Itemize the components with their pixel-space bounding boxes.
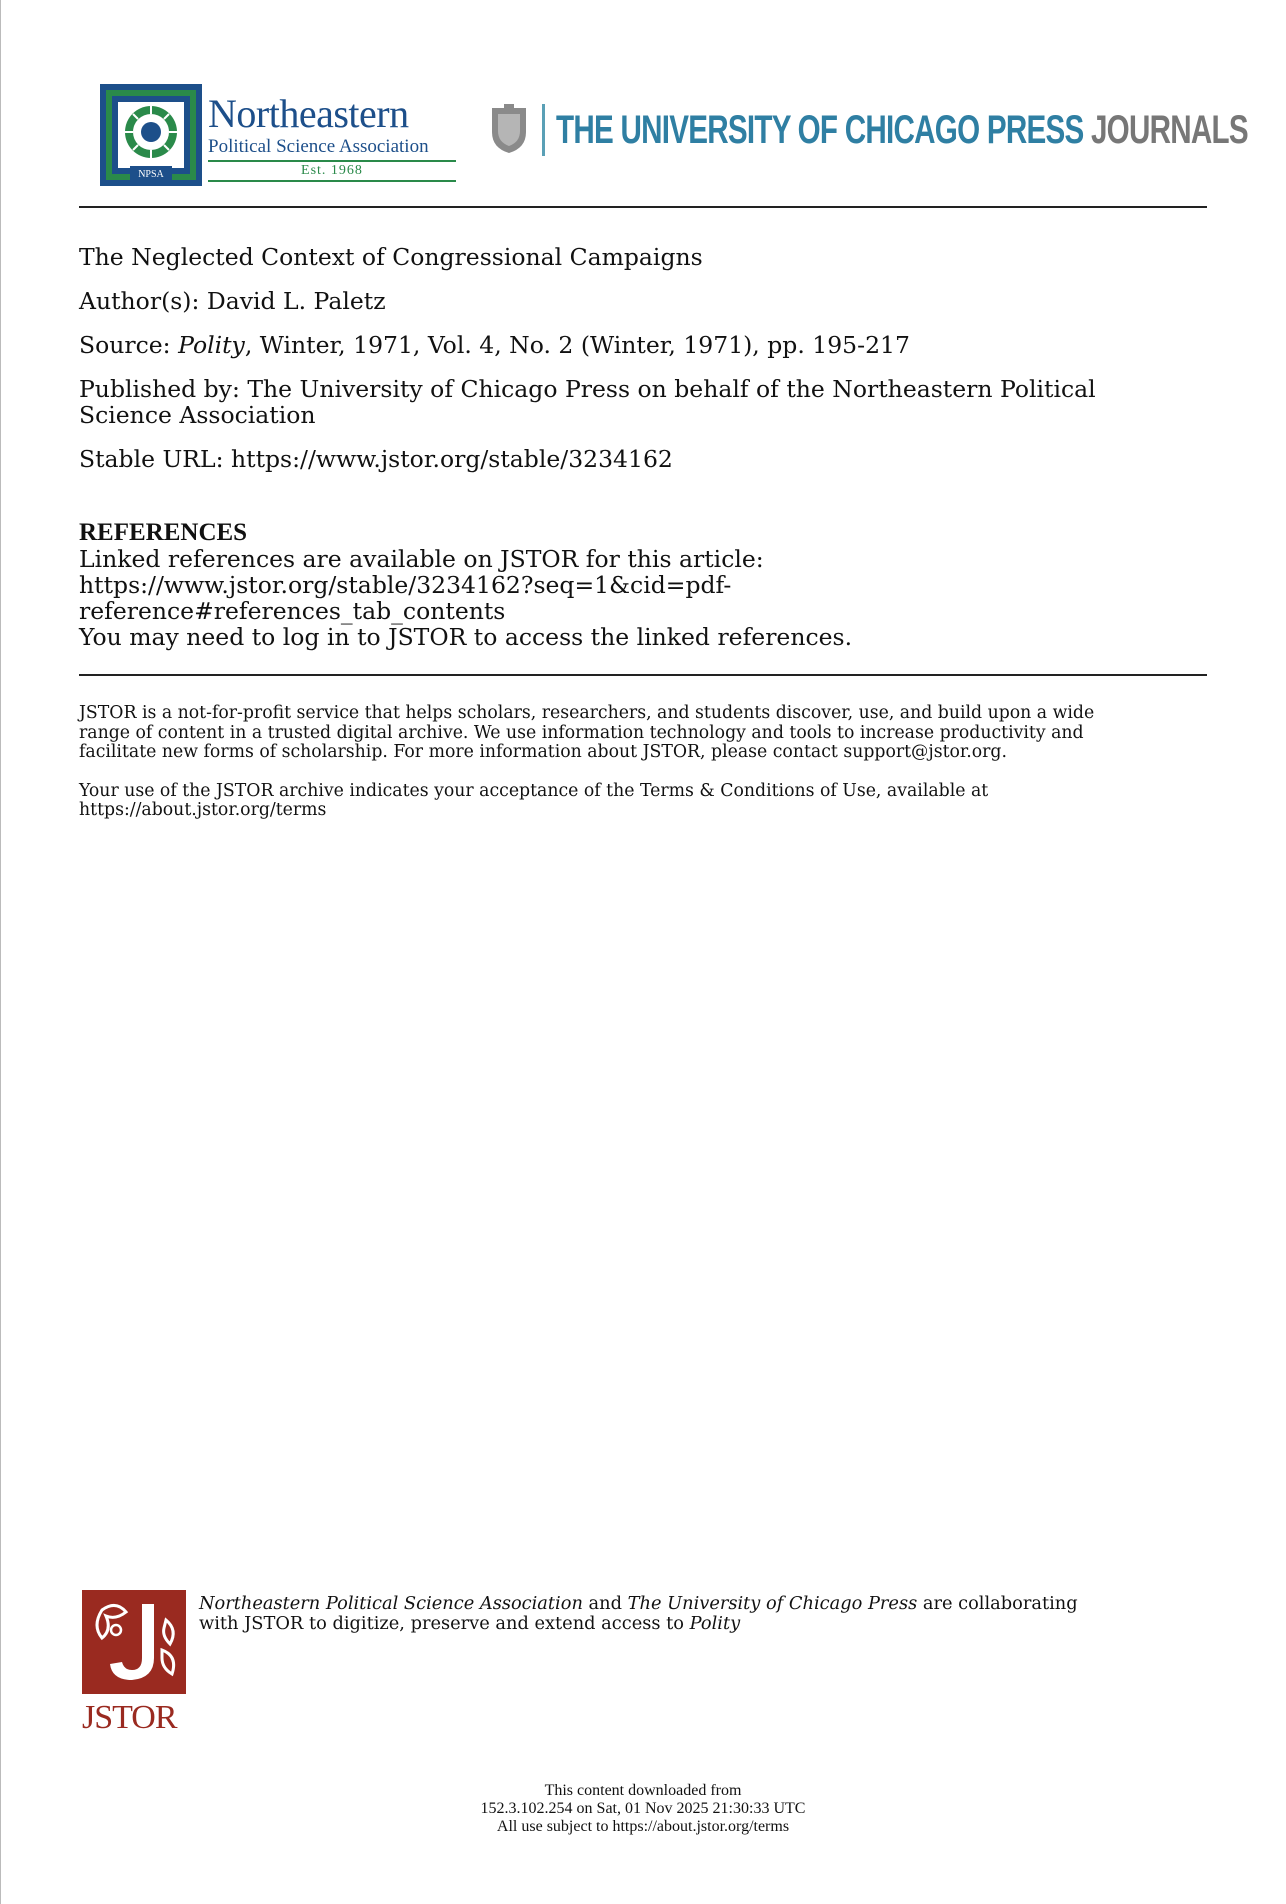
npsa-wordmark xyxy=(208,91,456,182)
references-line-4: You may need to log in to JSTOR to access the linked references. xyxy=(79,623,853,651)
ucp-journals-text: JOURNALS xyxy=(1083,108,1248,152)
page-edge xyxy=(0,0,1,1904)
jstor-emblem xyxy=(82,1590,186,1694)
legal-paragraph-1 xyxy=(79,704,1209,763)
ucp-main-text: THE UNIVERSITY OF CHICAGO PRESS xyxy=(556,108,1084,152)
collab-and: and xyxy=(582,1593,628,1614)
source-label: Source: xyxy=(79,331,179,359)
npsa-established: Est. 1968 xyxy=(208,160,456,182)
article-metadata xyxy=(79,244,1209,490)
references-heading: REFERENCES xyxy=(79,519,248,546)
author-label: Author(s): xyxy=(79,287,207,315)
collab-journal: Polity xyxy=(689,1613,741,1634)
article-author xyxy=(79,288,1209,314)
source-journal: Polity xyxy=(178,331,245,359)
jstor-ornament-icon xyxy=(82,1590,186,1694)
legal-p1-line-3: facilitate new forms of scholarship. For more information about JSTOR, please contact support@jstor.org. xyxy=(79,742,1007,762)
header-divider xyxy=(542,104,545,156)
references-link-line-1[interactable]: https://www.jstor.org/stable/3234162?seq=1&cid=pdf- xyxy=(79,571,732,599)
header-rule xyxy=(79,206,1207,208)
university-shield-icon xyxy=(490,104,528,154)
references-link-line-2[interactable]: reference#references_tab_contents xyxy=(79,597,506,625)
references-line-1: Linked references are available on JSTOR for this article: xyxy=(79,545,764,573)
legal-paragraph-2 xyxy=(79,782,1209,821)
npsa-emblem-icon xyxy=(100,84,202,186)
jstor-logo xyxy=(82,1590,192,1740)
source-details: , Winter, 1971, Vol. 4, No. 2 (Winter, 1971), pp. 195-217 xyxy=(244,331,910,359)
article-source xyxy=(79,332,1209,358)
legal-p1-line-2: range of content in a trusted digital archive. We use information technology and tools to increase productivity and xyxy=(79,722,1084,743)
references-rule xyxy=(79,674,1207,676)
article-stable-url xyxy=(79,446,1209,472)
publisher-header xyxy=(100,84,1248,192)
jstor-legal-notice xyxy=(79,704,1209,840)
legal-p1-line-1: JSTOR is a not-for-profit service that helps scholars, researchers, and students discover, use, and build upon a wide xyxy=(79,703,1095,723)
author-name: David L. Paletz xyxy=(206,287,386,315)
ucp-wordmark xyxy=(556,104,1248,156)
npsa-badge-text: NPSA xyxy=(138,169,164,180)
article-publisher xyxy=(79,376,1209,428)
npsa-name: Northeastern xyxy=(208,91,409,136)
footer-line-1: This content downloaded from xyxy=(544,1782,742,1799)
article-title: The Neglected Context of Congressional Campaigns xyxy=(79,243,703,271)
collab-org-1: Northeastern Political Science Association xyxy=(199,1593,583,1614)
download-footer xyxy=(0,1782,1286,1836)
terms-link[interactable]: https://about.jstor.org/terms xyxy=(79,800,327,820)
npsa-subtitle: Political Science Association xyxy=(208,136,429,157)
collaboration-statement xyxy=(199,1594,1209,1634)
footer-line-2: 152.3.102.254 on Sat, 01 Nov 2025 21:30:33 UTC xyxy=(480,1800,806,1817)
stable-url-link[interactable]: https://www.jstor.org/stable/3234162 xyxy=(230,445,673,473)
footer-line-3: All use subject to https://about.jstor.org/terms xyxy=(496,1818,790,1835)
publisher-line-2: Science Association xyxy=(79,401,316,429)
references-section xyxy=(79,520,1209,650)
collab-rest: are collaborating xyxy=(917,1593,1078,1614)
collab-line-2: with JSTOR to digitize, preserve and extend access to xyxy=(199,1613,690,1634)
publisher-line-1: Published by: The University of Chicago Press on behalf of the Northeastern Political xyxy=(79,375,1096,403)
legal-p2-line-1: Your use of the JSTOR archive indicates your acceptance of the Terms & Conditions of Use, available at xyxy=(79,780,989,801)
stable-url-label: Stable URL: xyxy=(79,445,231,473)
collab-org-2: The University of Chicago Press xyxy=(627,1593,918,1614)
jstor-wordmark: JSTOR xyxy=(82,1699,177,1736)
